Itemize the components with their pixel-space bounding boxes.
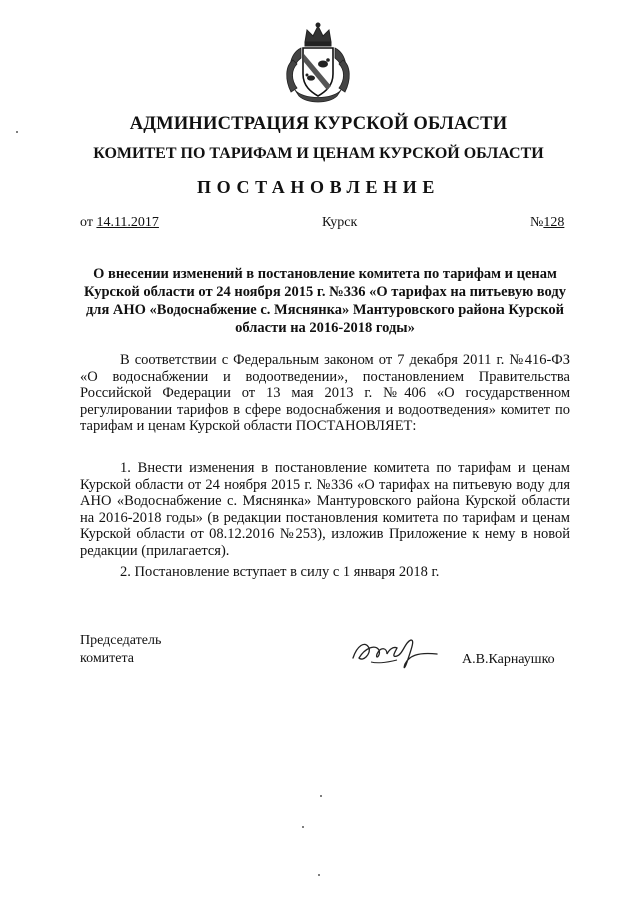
item-1-text: 1. Внести изменения в постановление комитета по тарифам и ценам Курской области от 24 ноября 2015 г. №336 «О тарифах на питьевую воду для АНО «Водоснабжение с. Мяснянка» Мантуровского района Курской области на 2016-2018 годы» (в редакции постановления комитета по тарифам и ценам Курской области от 08.12.2016 №253), изложив Приложение к нему в новой редакции (прилагается).	[80, 460, 570, 559]
signatory-title-line2: комитета	[80, 651, 135, 666]
organization-title: АДМИНИСТРАЦИЯ КУРСКОЙ ОБЛАСТИ	[129, 114, 508, 134]
coat-of-arms-emblem	[283, 20, 353, 105]
scan-speck	[16, 131, 18, 133]
number-prefix: №	[530, 215, 544, 230]
signatory-name: А.В.Карнаушко	[462, 652, 555, 667]
signatory-title	[80, 632, 161, 668]
crown-icon	[305, 23, 331, 46]
item-2-paragraph	[80, 564, 570, 581]
document-type-title: ПОСТАНОВЛЕНИЕ	[197, 177, 440, 197]
handwritten-signature	[345, 628, 445, 673]
date-prefix: от	[80, 215, 93, 230]
scan-speck	[302, 826, 304, 828]
signatory-title-line1: Председатель	[80, 633, 162, 648]
preamble-paragraph	[80, 352, 570, 435]
scan-speck	[320, 795, 322, 797]
item-2-text: 2. Постановление вступает в силу с 1 января 2018 г.	[120, 564, 440, 580]
document-date	[80, 215, 159, 231]
scan-speck	[318, 874, 320, 876]
item-1-paragraph	[80, 460, 570, 560]
document-city: Курск	[322, 215, 358, 230]
date-value: 14.11.2017	[96, 215, 159, 230]
document-subject: О внесении изменений в постановление комитета по тарифам и ценам Курской области от 24 ноября 2015 г. №336 «О тарифах на питьевую воду для АНО «Водоснабжение с. Мяснянка» Мантуровского района Курской области на 2016-2018 годы»	[84, 266, 566, 336]
preamble-text: В соответствии с Федеральным законом от 7 декабря 2011 г. №416-ФЗ «О водоснабжении и водоотведении», постановлением Правительства Российской Федерации от 13 мая 2013 г. №406 «О государственном регулировании тарифов в сфере водоснабжения и водоотведения» комитет по тарифам и ценам Курской области ПОСТАНОВЛЯЕТ:	[80, 352, 570, 435]
committee-title: КОМИТЕТ ПО ТАРИФАМ И ЦЕНАМ КУРСКОЙ ОБЛАСТИ	[93, 145, 544, 162]
document-number	[530, 215, 564, 231]
number-value: 128	[543, 215, 565, 230]
